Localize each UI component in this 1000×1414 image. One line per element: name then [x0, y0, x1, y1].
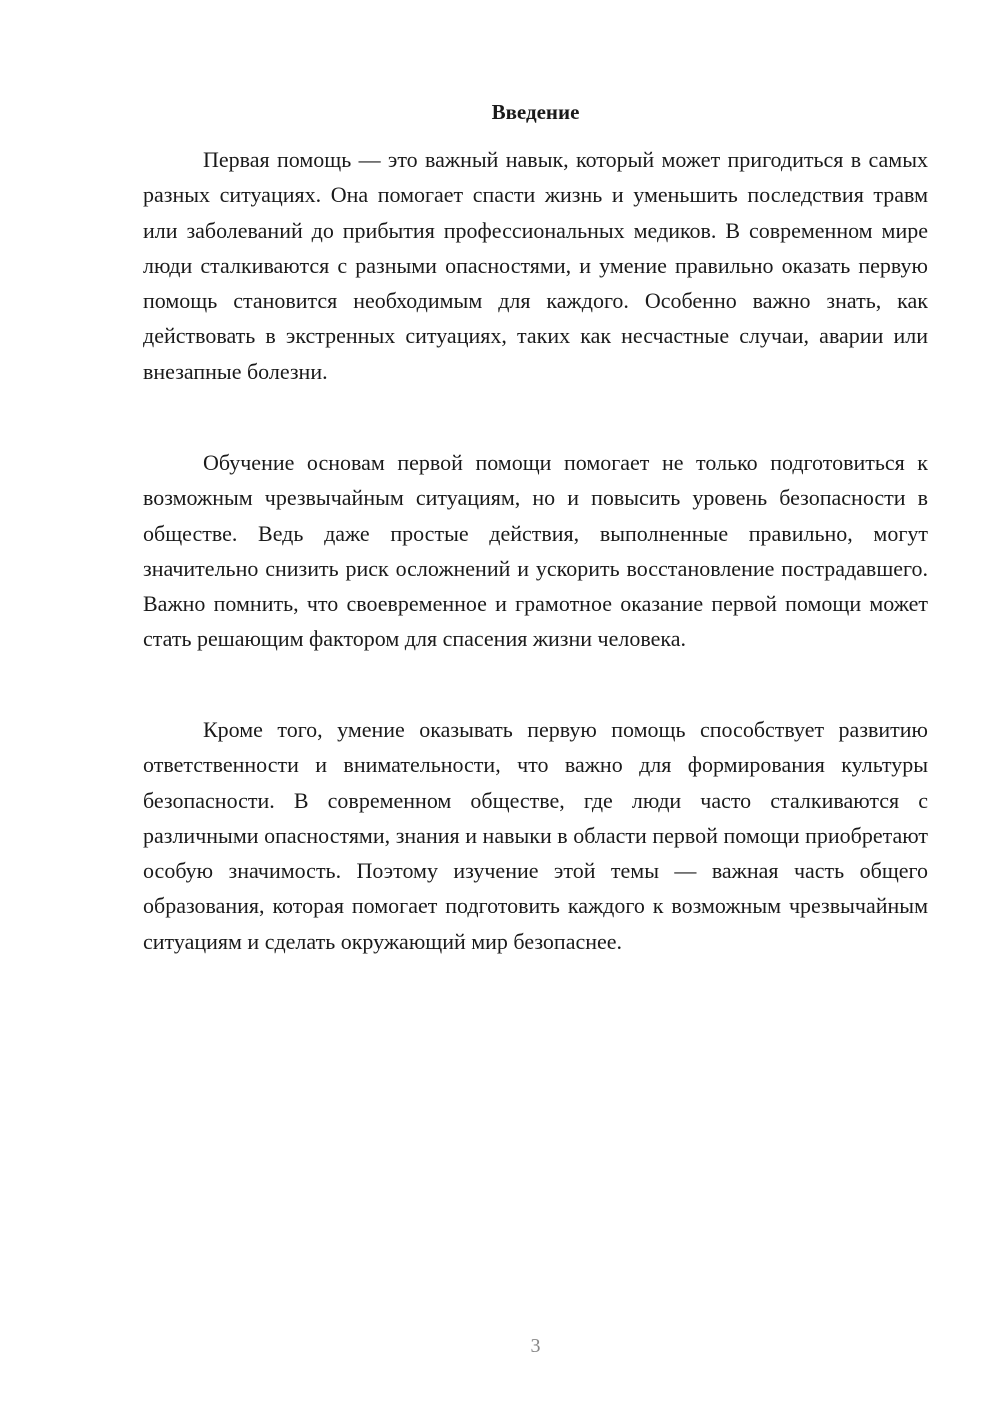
- paragraph-3: Кроме того, умение оказывать первую помощь способствует развитию ответственности и внимательности, что важно для формирования культуры безопасности. В современном обществе, где люди часто сталкиваются с различными опасностями, знания и навыки в области первой помощи приобретают особую значимость. Поэтому изучение этой темы — важная часть общего образования, которая помогает подготовить каждого к возможным чрезвычайным ситуациям и сделать окружающий мир безопаснее.: [143, 717, 928, 954]
- page-number: 3: [530, 1335, 541, 1357]
- page-title: Введение: [491, 100, 580, 124]
- paragraph-1: Первая помощь — это важный навык, который может пригодиться в самых разных ситуациях. Она помогает спасти жизнь и уменьшить последствия травм или заболеваний до прибытия профессиональных медиков. В современном мире люди сталкиваются с разными опасностями, и умение правильно оказать первую помощь становится необходимым для каждого. Особенно важно знать, как действовать в экстренных ситуациях, таких как несчастные случаи, аварии или внезапные болезни.: [143, 147, 928, 384]
- paragraph-2: Обучение основам первой помощи помогает не только подготовиться к возможным чрезвычайным ситуациям, но и повысить уровень безопасности в обществе. Ведь даже простые действия, выполненные правильно, могут значительно снизить риск осложнений и ускорить восстановление пострадавшего. Важно помнить, что своевременное и грамотное оказание первой помощи может стать решающим фактором для спасения жизни человека.: [143, 450, 928, 652]
